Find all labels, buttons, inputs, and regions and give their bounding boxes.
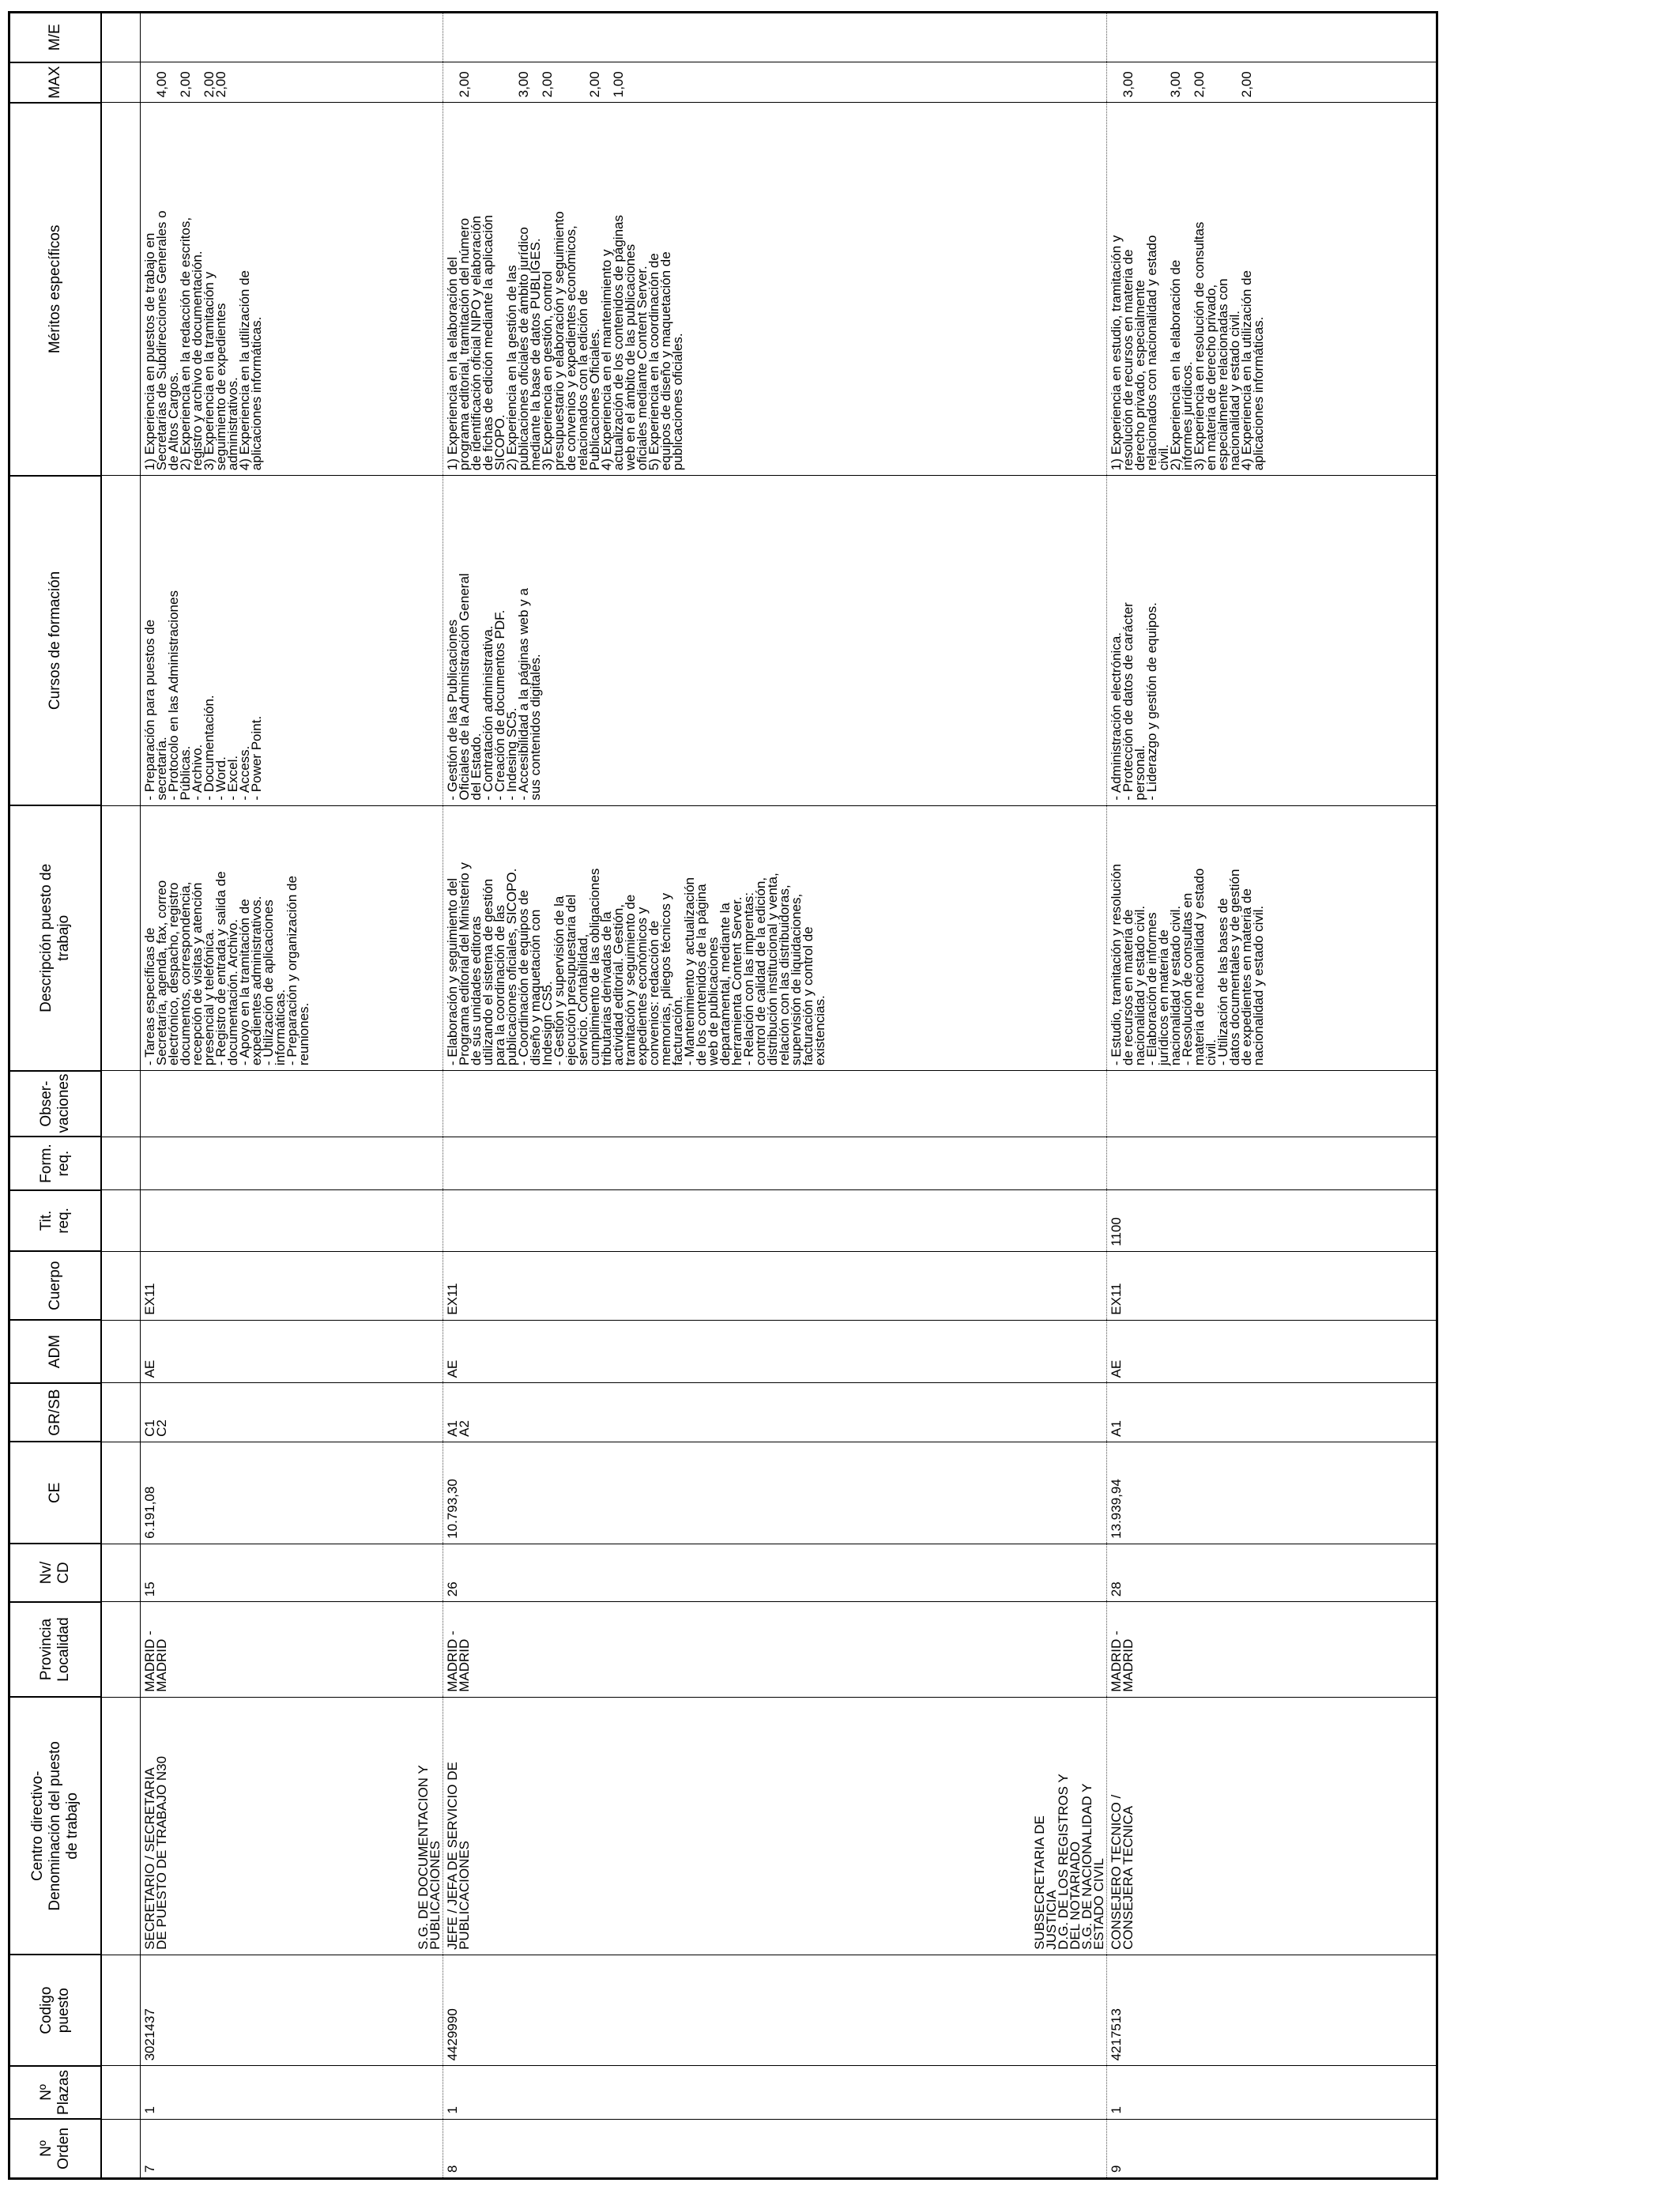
cell-meritos: 1) Experiencia en estudio, tramitación y resolución de recursos en materia de derecho privado, especialmente relacionados con nacionalidad y estado civil. 2) Experiencia en la elaboración de informes jurídicos. 3) Experiencia en resolución de consultas en materia de derecho privado, especialmente relacionadas con nacionalidad y estado civil. 4) Experiencia en la utilización de aplicaciones informáticas.	[1107, 103, 1393, 476]
cell-observaciones	[141, 1071, 403, 1137]
cell-formacion	[443, 1137, 1034, 1190]
cell-codigo: 4429990	[443, 1955, 1034, 2066]
cell-grupo: C1 C2	[141, 1383, 403, 1442]
cell-orden: 9	[1107, 2119, 1393, 2178]
cell-codigo: 3021437	[141, 1955, 403, 2066]
cell-grupo: A1 A2	[443, 1383, 1034, 1442]
header-centro: Centro directivo- Denominación del puesto de trabajo	[9, 1697, 102, 1955]
header-observaciones: Obser- vaciones	[9, 1071, 102, 1137]
centro-denominacion: JEFE / JEFA DE SERVICIO DE PUBLICACIONES	[444, 1762, 472, 1950]
cell-me	[443, 13, 1034, 62]
cell-nivel: 28	[1107, 1544, 1393, 1601]
cell-cuerpo: EX11	[1107, 1251, 1393, 1320]
cell-cursos: - Gestión de las Publicaciones Oficiales de la Administración General del Estado. - Contratación administrativa. - Creación de documentos PDF. - Indesing SC5. - Accesibilidad a la páginas web y a sus contenidos digitales.	[443, 476, 1034, 805]
header-codigo: Codigo puesto	[9, 1955, 102, 2066]
centro-section-heading: S.G. DE DOCUMENTACION Y PUBLICACIONES	[403, 1697, 443, 1955]
max-item: 2,00	[539, 71, 555, 98]
spacer-row	[101, 13, 141, 2179]
centro-denominacion: CONSEJERO TECNICO / CONSEJERA TECNICA	[1109, 1794, 1136, 1950]
cell-observaciones	[443, 1071, 1034, 1137]
header-row	[9, 13, 102, 2179]
cell-titulacion	[141, 1190, 403, 1252]
max-item: 2,00	[213, 71, 228, 98]
cell-formacion	[141, 1137, 403, 1190]
cell-nivel: 15	[141, 1544, 403, 1601]
cell-plazas: 1	[443, 2066, 1034, 2119]
cell-me	[1107, 13, 1393, 62]
cell-nivel: 26	[443, 1544, 1034, 1601]
max-item: 3,00	[515, 71, 531, 98]
cell-cuerpo: EX11	[141, 1251, 403, 1320]
max-total: 3,00	[1121, 71, 1136, 98]
header-provincia: Provincia Localidad	[9, 1602, 102, 1698]
max-item: 2,00	[586, 71, 602, 98]
header-descripcion: Descripción puesto de trabajo	[9, 805, 102, 1071]
cell-descripcion: - Tareas específicas de Secretaría, agenda, fax, correo electrónico, despacho, registro documentos, correspondencia, recepción de visitas y atención presencial y telefónica. - Registro de entrada y salida de documentación. Archivo. - Apoyo en la tramitación de expedientes administrativos. - Utilización de aplicaciones informáticas. - Preparación y organización de reuniones.	[141, 805, 403, 1071]
header-formacion: Form. req.	[9, 1137, 102, 1190]
cell-cursos: - Administración electrónica. - Protección de datos de carácter personal. - Liderazgo y gestión de equipos.	[1107, 476, 1393, 805]
header-adm: ADM	[9, 1320, 102, 1383]
cell-descripcion: - Elaboración y seguimiento del Programa editorial del Ministerio y de sus unidades editoras utilizando el sistema de gestión para la coordinación de las publicaciones oficiales, SICOPO. - Coordinación de equipos de diseño y maquetación con Indesign CS5. - Gestión y supervisión de la ejecución presupuestaria del servicio. Contabilidad, cumplimiento de las obligaciones tributarias derivadas de la actividad editorial. Gestión, tramitación y seguimiento de expedientes económicos y convenios: redacción de memorias, pliegos técnicos y facturación. - Mantenimiento y actualización de los contenidos de la página web de publicaciones departamental, mediante la herramienta Content Server. - Relación con las imprentas: control de calidad de la edición, distribución institucional y venta, relación con las distribuidoras, supervisión de liquidaciones, facturación y control de existencias.	[443, 805, 1034, 1071]
header-titulacion: Tit. req.	[9, 1190, 102, 1252]
cell-centro	[443, 1697, 1034, 1955]
cell-codigo: 4217513	[1107, 1955, 1393, 2066]
header-plazas: Nº Plazas	[9, 2066, 102, 2119]
cell-titulacion: 1100	[1107, 1190, 1393, 1252]
max-item: 2,00	[178, 71, 193, 98]
cell-max	[1107, 62, 1393, 103]
centro-section-heading: SUBSECRETARIA DE JUSTICIA D.G. DE LOS REGISTROS Y DEL NOTARIADO S.G. DE NACIONALIDAD Y ESTADO CIVIL	[1034, 1697, 1107, 1955]
max-total: 4,00	[154, 71, 169, 98]
header-ce: CE	[9, 1442, 102, 1544]
cell-max	[141, 62, 403, 103]
cell-max	[443, 62, 1034, 103]
cell-ce: 13.939,94	[1107, 1442, 1393, 1544]
cell-plazas: 1	[141, 2066, 403, 2119]
spacer-row	[1393, 13, 1437, 2179]
cell-adm: AE	[141, 1320, 403, 1383]
header-cuerpo: Cuerpo	[9, 1251, 102, 1320]
cell-adm: AE	[443, 1320, 1034, 1383]
cell-meritos: 1) Experiencia en puestos de trabajo en Secretarías de Subdirecciones Generales o de Altos Cargos. 2) Experiencia en la redacción de escritos, registro y archivo de documentación. 3) Experiencia en la tramitación y seguimiento de expedientes administrativos. 4) Experiencia en la utilización de aplicaciones informáticas.	[141, 103, 403, 476]
cell-centro	[141, 1697, 403, 1955]
header-orden: Nº Orden	[9, 2119, 102, 2178]
cell-descripcion: - Estudio, tramitación y resolución de recursos en materia de nacionalidad y estado civil. - Elaboración de informes jurídicos en materia de nacionalidad y estado civil. - Resolución de consultas en materia de nacionalidad y estado civil. - Utilización de las bases de datos documentales y de gestión de expedientes en materia de nacionalidad y estado civil.	[1107, 805, 1393, 1071]
max-item: 1,00	[610, 71, 626, 98]
cell-me	[141, 13, 403, 62]
job-positions-table	[8, 11, 1438, 2180]
spacer-row	[1034, 13, 1107, 2179]
cell-observaciones	[1107, 1071, 1393, 1137]
cell-cursos: - Preparación para puestos de secretaría. - Protocolo en las Administraciones Públicas. - Archivo. - Documentación. - Word. - Excel. - Access. - Power Point.	[141, 476, 403, 805]
cell-provincia: MADRID - MADRID	[443, 1602, 1034, 1698]
cell-grupo: A1	[1107, 1383, 1393, 1442]
table-row	[1107, 13, 1393, 2179]
header-grupo: GR/SB	[9, 1383, 102, 1442]
header-cursos: Cursos de formación	[9, 476, 102, 805]
cell-meritos: 1) Experiencia en la elaboración del programa editorial, tramitación del número de identificación oficial NIPO y elaboración de fichas de edición mediante la aplicación SICOPO. 2) Experiencia en la gestión de las publicaciones oficiales de ámbito jurídico mediante la base de datos PUBLIGES. 3) Experiencia en gestión, control presupuestario y elaboración y seguimiento de convenios y expedientes económicos, relacionados con la edición de Publicaciones Oficiales. 4) Experiencia en el mantenimiento y actualización de los contenidos de páginas web en el ámbito de las publicaciones oficiales mediante Content Server. 5) Experiencia en la coordinación de equipos de diseño y maquetación de publicaciones oficiales.	[443, 103, 1034, 476]
centro-denominacion: SECRETARIO / SECRETARIA DE PUESTO DE TRABAJO N30	[142, 1755, 169, 1950]
cell-plazas: 1	[1107, 2066, 1393, 2119]
spacer-row	[403, 13, 443, 2179]
cell-ce: 6.191,08	[141, 1442, 403, 1544]
cell-provincia: MADRID - MADRID	[141, 1602, 403, 1698]
max-item: 2,00	[1192, 71, 1207, 98]
cell-titulacion	[443, 1190, 1034, 1252]
cell-cuerpo: EX11	[443, 1251, 1034, 1320]
max-item: 2,00	[1239, 71, 1254, 98]
header-meritos: Méritos específicos	[9, 103, 102, 476]
cell-ce: 10.793,30	[443, 1442, 1034, 1544]
table-row	[141, 13, 403, 2179]
max-item: 3,00	[1168, 71, 1183, 98]
cell-adm: AE	[1107, 1320, 1393, 1383]
cell-formacion	[1107, 1137, 1393, 1190]
cell-centro	[1107, 1697, 1393, 1955]
table-row	[443, 13, 1034, 2179]
header-max: MAX	[9, 62, 102, 103]
cell-orden: 8	[443, 2119, 1034, 2178]
header-me: M/E	[9, 13, 102, 62]
max-total: 2,00	[456, 71, 472, 98]
max-item: 2,00	[202, 71, 217, 98]
cell-provincia: MADRID - MADRID	[1107, 1602, 1393, 1698]
header-nivel: Nv/ CD	[9, 1544, 102, 1601]
cell-orden: 7	[141, 2119, 403, 2178]
